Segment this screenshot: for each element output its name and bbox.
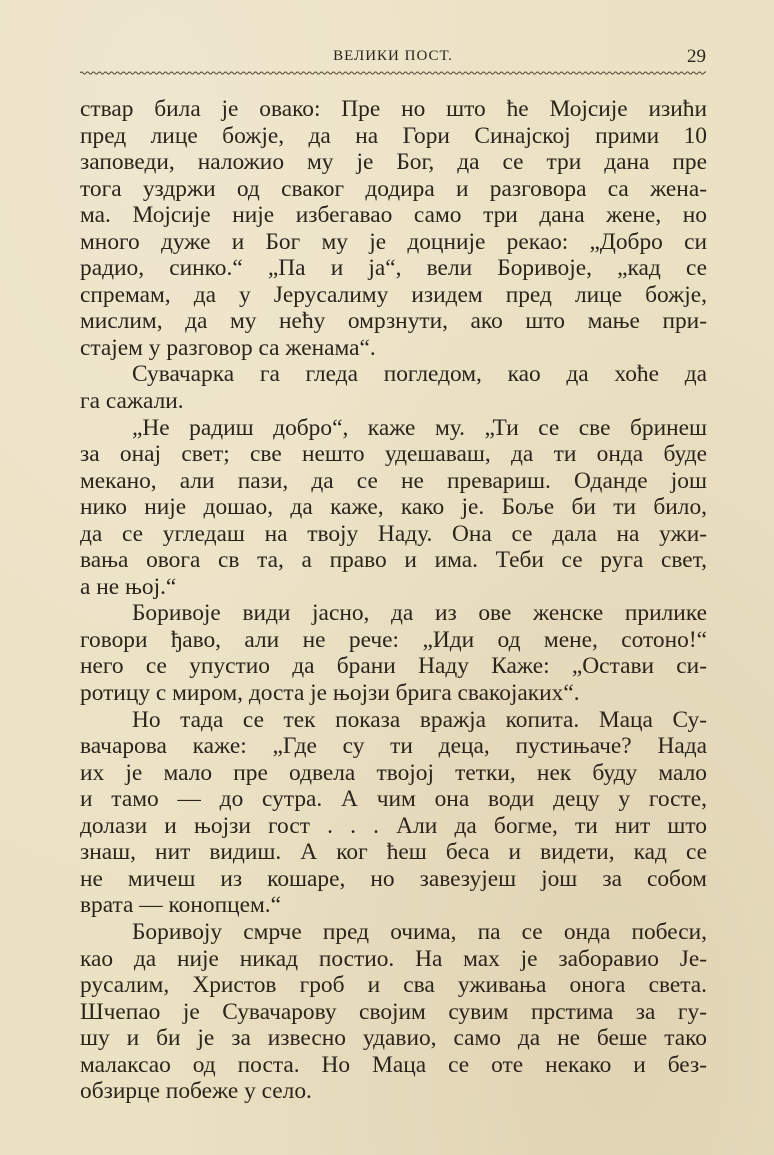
text-line: стајем у разговор са женама“. — [80, 334, 376, 361]
text-line: „Не радиш добро“, каже му. „Ти се све бринеш — [132, 414, 707, 441]
text-line: не мичеш из кошаре, но завезујеш још за собом — [80, 865, 707, 892]
text-line: говори ђаво, али не рече: „Иди од мене, сотоно!“ — [80, 626, 707, 653]
text-line: га сажали. — [80, 388, 184, 415]
text-line: малаксао од поста. Но Маца се оте некако и без- — [80, 1051, 707, 1078]
running-title: ВЕЛИКИ ПОСТ. — [333, 48, 453, 64]
text-line: много дуже и Бог му је доцније рекао: „Добро си — [80, 228, 707, 255]
body-text — [80, 96, 707, 1105]
wavy-header-rule — [80, 69, 706, 77]
text-line: мекано, али пази, да се не превариш. Оданде још — [80, 467, 707, 494]
text-line: ствар била је овако: Пре но што ће Мојсије изићи — [80, 96, 707, 122]
text-line: да се угледаш на твоју Наду. Она се дала на ужи- — [80, 520, 707, 547]
text-line: и тамо — до сутра. А чим она води децу у госте, — [80, 786, 707, 813]
text-line: ма. Мојсије није избегавао само три дана жене, но — [80, 202, 707, 229]
text-line: пред лице божје, да на Гори Синајској прими 10 — [80, 122, 707, 149]
text-line: шу и би је за извесно удавио, само да не беше тако — [80, 1025, 707, 1052]
page-number: 29 — [687, 46, 706, 67]
text-line: ротицу с миром, доста је њојзи брига свакојаких“. — [80, 680, 580, 707]
text-line: Боривоју смрче пред очима, па се онда побеси, — [132, 918, 707, 945]
text-line: радио, синко.“ „Па и ја“, вели Боривоје, „кад се — [80, 255, 707, 282]
text-line: него се упустио да брани Наду Каже: „Остави си- — [80, 653, 707, 680]
text-line: Но тада се тек показа вражја копита. Маца Су- — [132, 706, 707, 733]
text-line: спремам, да у Јерусалиму изидем пред лице божје, — [80, 281, 707, 308]
text-line: нико није дошао, да каже, како је. Боље би ти било, — [80, 494, 707, 521]
text-line: за онај свет; све нешто удешаваш, да ти онда буде — [80, 441, 707, 468]
text-line: заповеди, наложио му је Бог, да се три дана пре — [80, 149, 707, 176]
text-line: обзирце побеже у село. — [80, 1078, 312, 1105]
text-line: вачарова каже: „Где су ти деца, пустињаче? Нада — [80, 733, 707, 760]
text-line: као да није никад постио. На мах је заборавио Је- — [80, 945, 707, 972]
text-line: вања овога св та, а право и има. Теби се руга свет, — [80, 547, 707, 574]
running-head — [80, 46, 706, 70]
text-line: их је мало пре одвела твојој тетки, нек буду мало — [80, 759, 707, 786]
text-line: Сувачарка га гледа погледом, као да хоће да — [132, 361, 707, 388]
text-line: долази и њојзи гост . . . Али да богме, ти нит што — [80, 812, 707, 839]
text-line: мислим, да му нећу омрзнути, ако што мање при- — [80, 308, 707, 335]
text-line: русалим, Христов гроб и сва уживања онога света. — [80, 972, 707, 999]
text-line: врата — конопцем.“ — [80, 892, 282, 919]
text-line: тога уздржи од сваког додира и разговора са жена- — [80, 175, 707, 202]
text-line: Шчепао је Сувачарову својим сувим прстима за гу- — [80, 998, 707, 1025]
text-line: а не њој.“ — [80, 573, 177, 600]
text-line: Боривоје види јасно, да из ове женске прилике — [132, 600, 707, 627]
text-line: знаш, нит видиш. А ког ћеш беса и видети, кад се — [80, 839, 707, 866]
